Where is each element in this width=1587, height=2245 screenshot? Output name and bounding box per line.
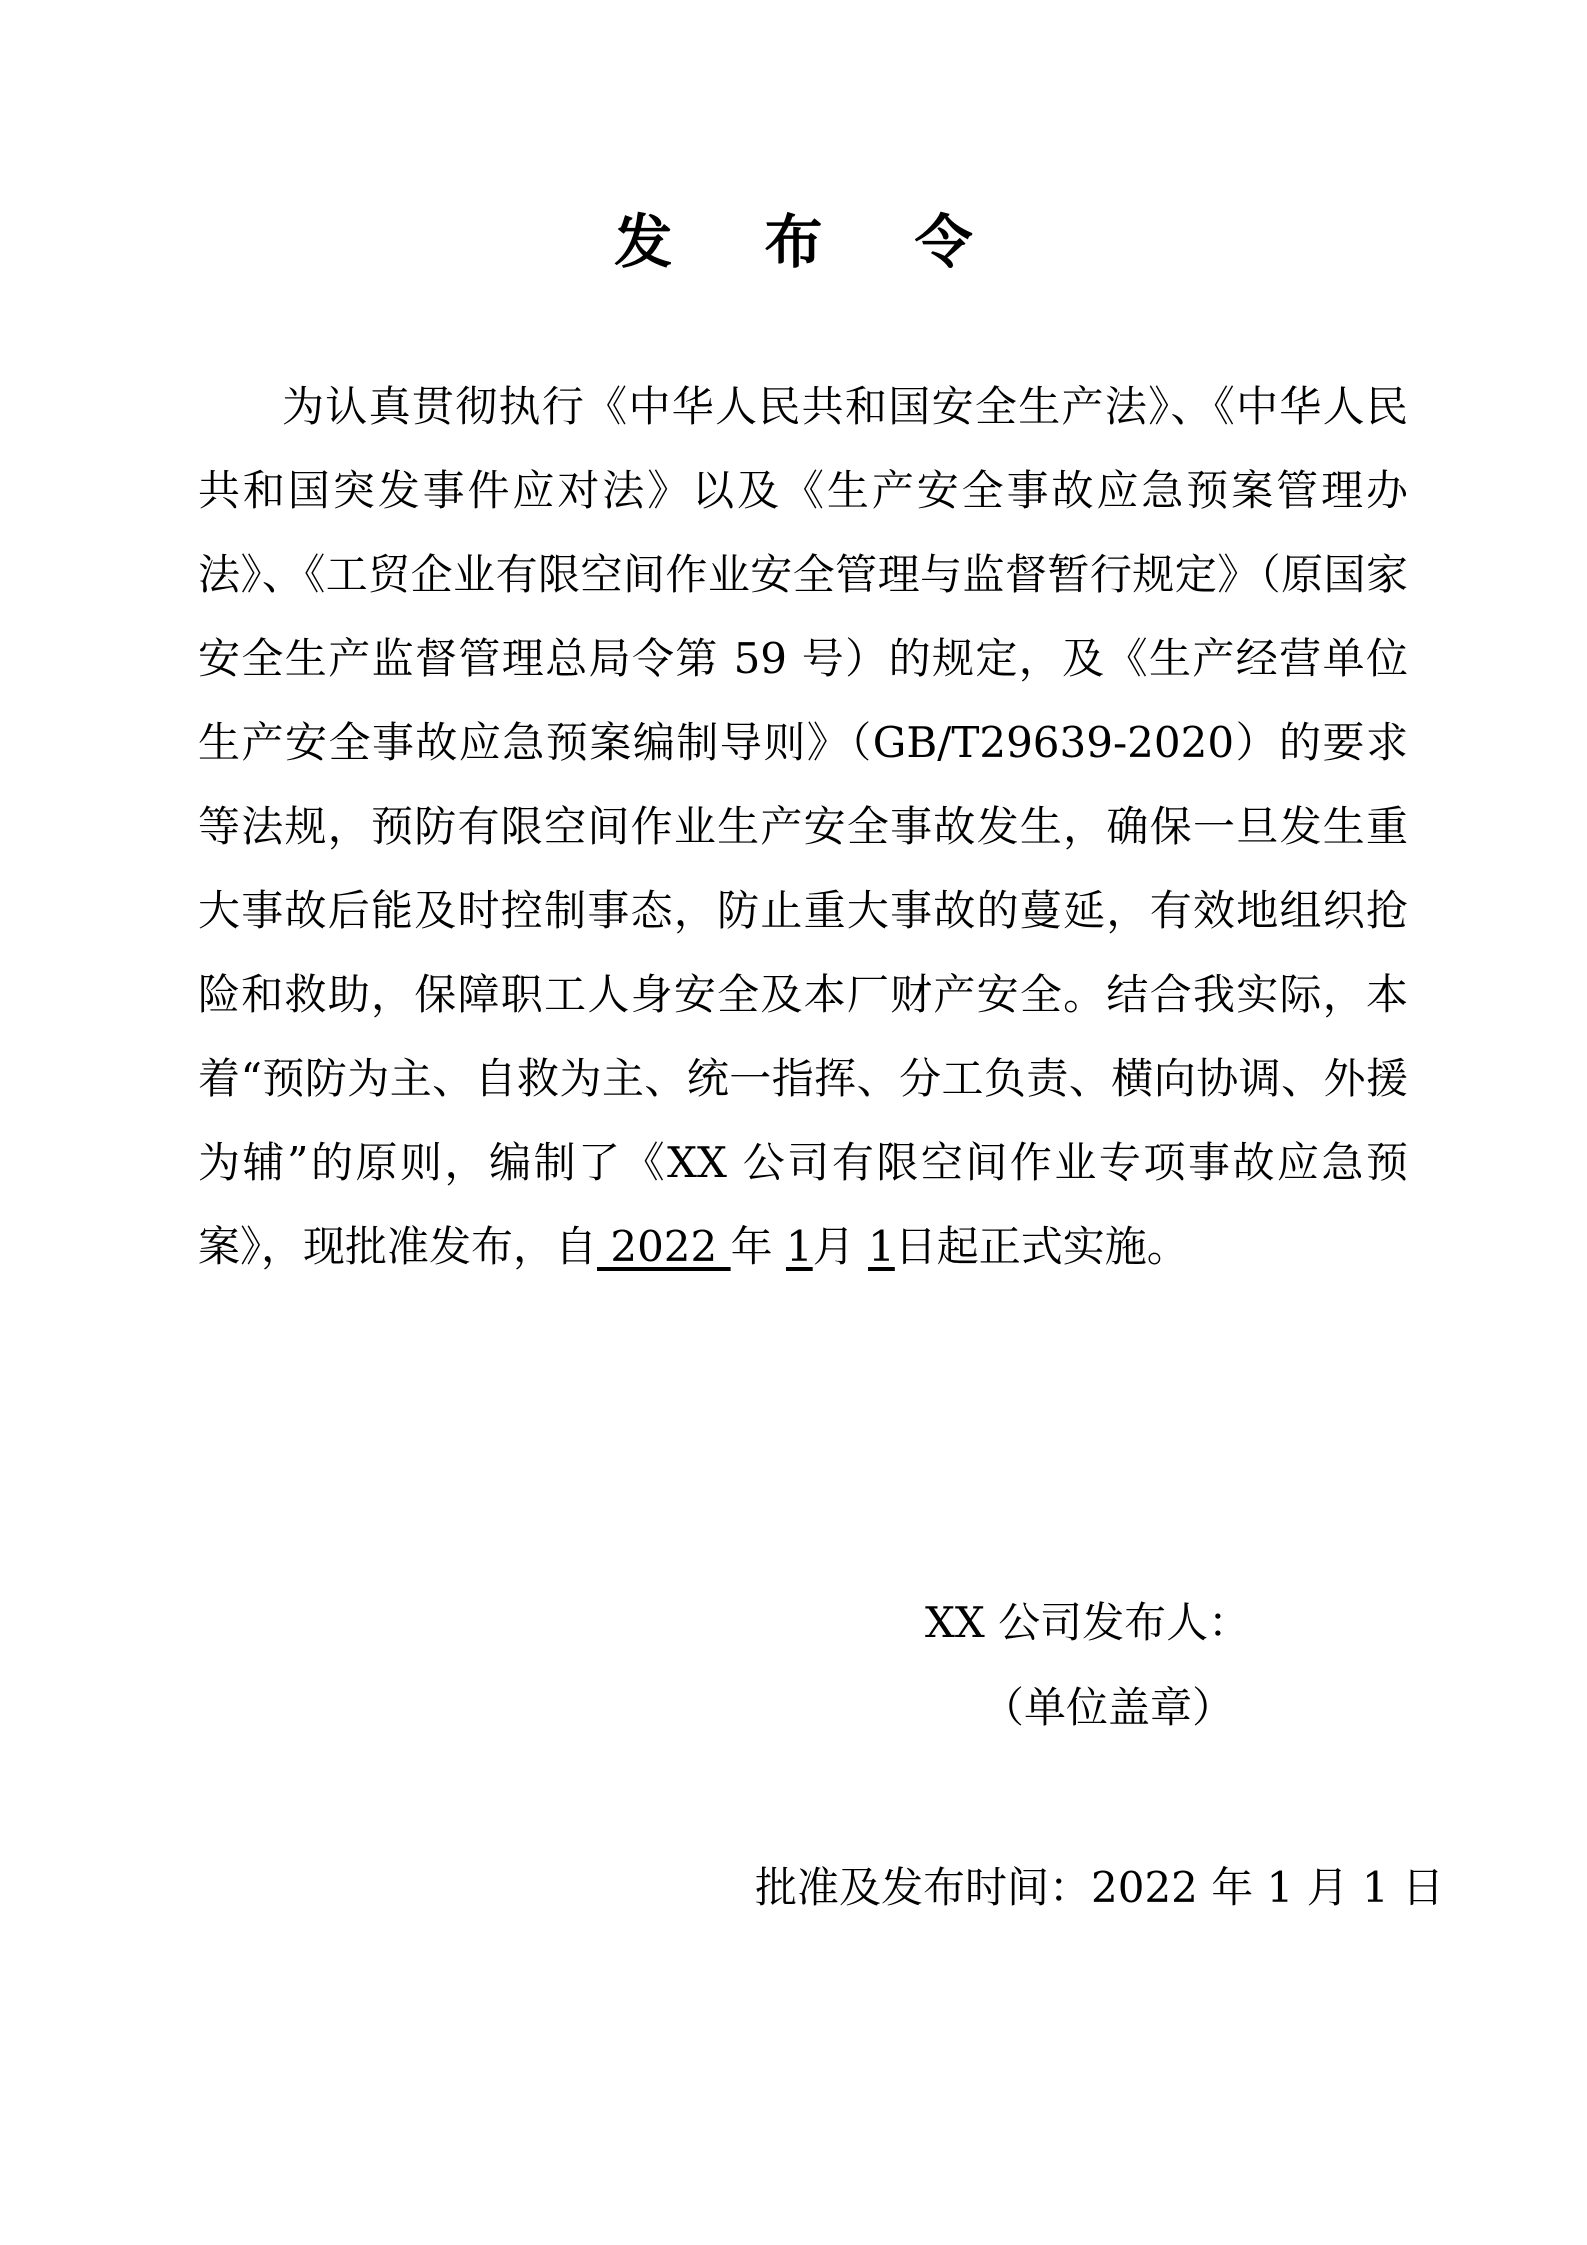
effective-year: 2022: [597, 1222, 731, 1271]
body-paragraph: [198, 365, 1408, 1289]
seal-label: （单位盖章）: [982, 1683, 1235, 1732]
month-suffix: 月: [812, 1222, 869, 1271]
body-text-part1: 为认真贯彻执行《中华人民共和国安全生产法》、《中华人民共和国突发事件应对法》以及《生产安全事故应急预案管理办法》、《工贸企业有限空间作业安全管理与监督暂行规定》（原国家安全生产监督管理总局令第 59 号）的规定，及《生产经营单位生产安全事故应急预案编制导则》（GB/T29639-2020）的要求等法规，预防有限空间作业生产安全事故发生，确保一旦发生重大事故后能及时控制事态，防止重大事故的蔓延，有效地组织抢险和救助，保障职工人身安全及本厂财产安全。结合我实际，本着“预防为主、自救为主、统一指挥、分工负责、横向协调、外援为辅”的原则，编制了《XX 公司有限空间作业专项事故应急预案》，现批准发布，自: [198, 382, 1408, 1271]
year-suffix: 年: [730, 1222, 786, 1271]
document-title: 发 布 令: [614, 208, 1009, 276]
effective-month: 1: [785, 1222, 813, 1271]
issuer-label: XX 公司发布人：: [925, 1598, 1251, 1647]
effective-day: 1: [868, 1222, 895, 1271]
approval-date: 批准及发布时间：2022 年 1 月 1 日: [755, 1863, 1445, 1912]
body-text-part2: 日起正式实施。: [894, 1222, 1189, 1271]
